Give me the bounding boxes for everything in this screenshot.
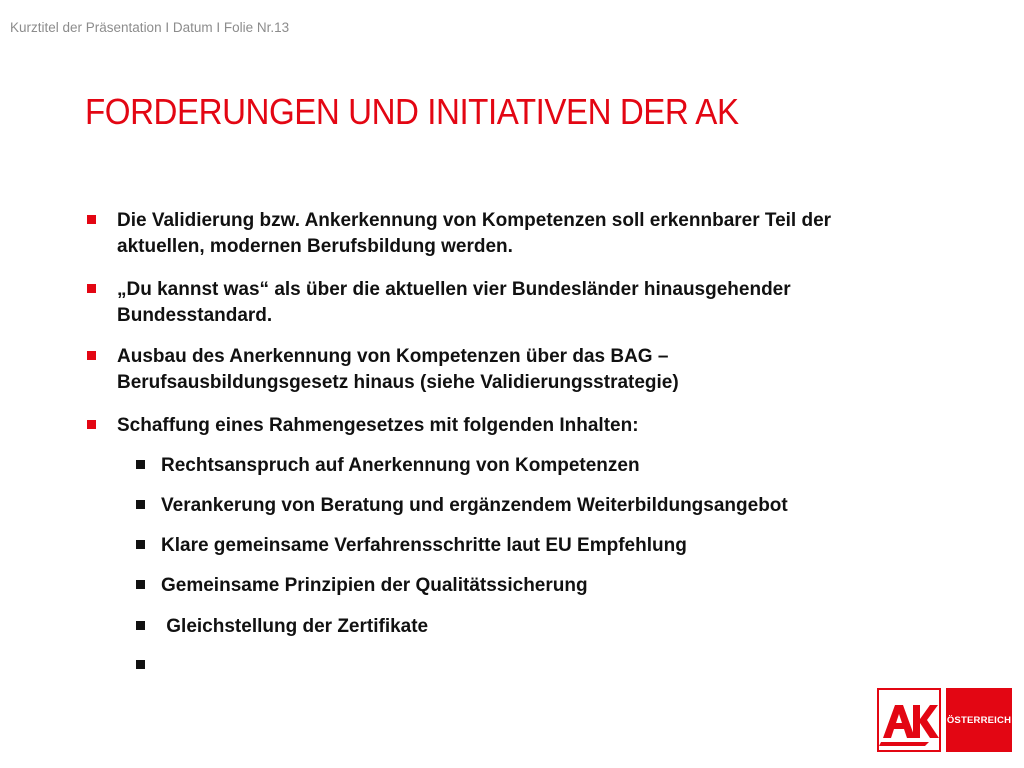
- bullet-square-icon: [87, 215, 96, 224]
- sub-bullet-text: Rechtsanspruch auf Anerkennung von Kompetenzen: [161, 455, 640, 476]
- sub-bullet-item: [161, 533, 961, 559]
- sub-bullet-item-empty: [161, 653, 961, 679]
- bullet-item: [117, 208, 957, 260]
- bullet-square-icon: [87, 284, 96, 293]
- sub-bullet-square-icon: [136, 580, 145, 589]
- sub-bullet-text: Verankerung von Beratung und ergänzendem Weiterbildungsangebot: [161, 495, 788, 516]
- sub-bullet-item: [161, 453, 961, 479]
- bullet-square-icon: [87, 420, 96, 429]
- bullet-item: [117, 277, 957, 329]
- bullet-square-icon: [87, 351, 96, 360]
- sub-bullet-square-icon: [136, 660, 145, 669]
- ak-logo: [877, 688, 941, 752]
- bullet-text-line: Bundesstandard.: [117, 305, 273, 326]
- sub-bullet-square-icon: [136, 460, 145, 469]
- bullet-text-line: Berufsausbildungsgesetz hinaus (siehe Validierungsstrategie): [117, 372, 679, 393]
- sub-bullet-text: Gleichstellung der Zertifikate: [161, 616, 429, 637]
- bullet-text-line: „Du kannst was“ als über die aktuellen vier Bundesländer hinausgehender: [117, 279, 791, 300]
- bullet-text-line: aktuellen, modernen Berufsbildung werden.: [117, 236, 513, 257]
- sub-bullet-item: [161, 573, 961, 599]
- bullet-text-line: Ausbau des Anerkennung von Kompetenzen über das BAG –: [117, 346, 669, 367]
- sub-bullet-text: Gemeinsame Prinzipien der Qualitätssicherung: [161, 575, 588, 596]
- sub-bullet-square-icon: [136, 621, 145, 630]
- bullet-item: [117, 413, 957, 439]
- oesterreich-logo: [946, 688, 1012, 752]
- sub-bullet-item: [161, 614, 961, 640]
- sub-bullet-text: Klare gemeinsame Verfahrensschritte laut EU Empfehlung: [161, 535, 687, 556]
- slide-footer-breadcrumb: Kurztitel der Präsentation I Datum I Folie Nr.13: [10, 20, 290, 35]
- oesterreich-logo-text: ÖSTERREICH: [946, 714, 1012, 726]
- sub-bullet-square-icon: [136, 540, 145, 549]
- sub-bullet-item: [161, 493, 961, 519]
- bullet-text-line: Schaffung eines Rahmengesetzes mit folgenden Inhalten:: [117, 415, 639, 436]
- slide-title: FORDERUNGEN UND INITIATIVEN DER AK: [85, 91, 739, 132]
- ak-logo-mark-icon: [879, 690, 939, 750]
- sub-bullet-square-icon: [136, 500, 145, 509]
- bullet-text-line: Die Validierung bzw. Ankerkennung von Kompetenzen soll erkennbarer Teil der: [117, 210, 832, 231]
- bullet-item: [117, 344, 957, 396]
